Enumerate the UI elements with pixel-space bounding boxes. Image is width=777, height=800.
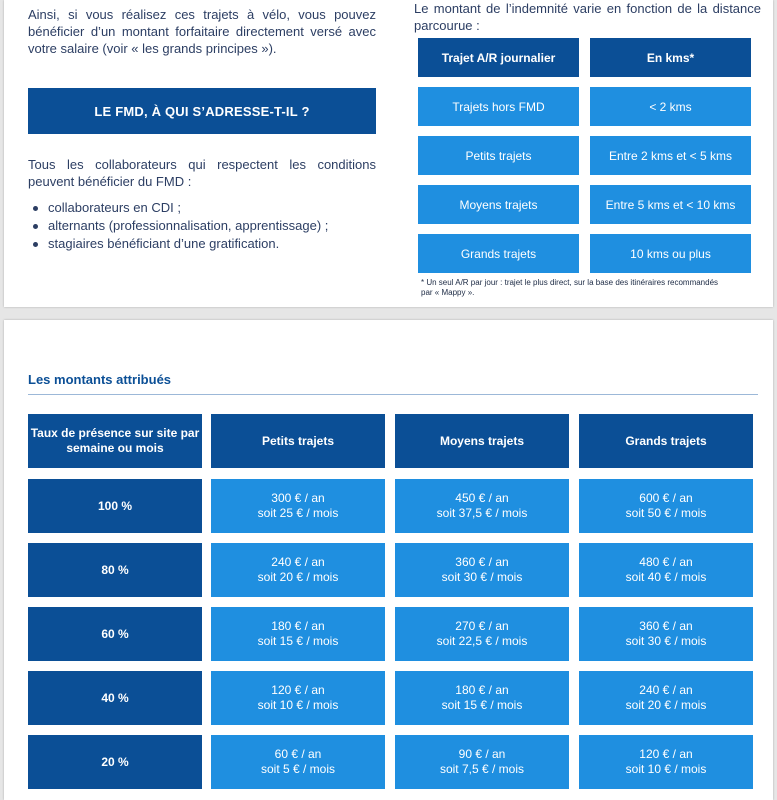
table-cell: Entre 5 kms et < 10 kms [590, 185, 751, 224]
monthly-amount: soit 30 € / mois [441, 570, 523, 584]
table-row [418, 87, 751, 126]
list-item: alternants (professionnalisation, apprentissage) ; [28, 217, 378, 235]
monthly-amount: soit 7,5 € / mois [439, 762, 525, 776]
monthly-amount: soit 50 € / mois [625, 506, 707, 520]
table-cell: Petits trajets [418, 136, 579, 175]
table-row [418, 136, 751, 175]
annual-amount: 120 € / an [639, 747, 693, 761]
list-item: stagiaires bénéficiant d’une gratification. [28, 235, 378, 253]
amount-cell [395, 543, 569, 597]
monthly-amount: soit 15 € / mois [257, 634, 339, 648]
annual-amount: 180 € / an [271, 619, 325, 633]
amount-cell [211, 735, 385, 789]
table-row [28, 543, 753, 597]
fmd-audience-banner: LE FMD, À QUI S’ADRESSE-T-IL ? [28, 88, 376, 134]
amount-cell [395, 735, 569, 789]
section-title: Les montants attribués [28, 372, 172, 387]
table-row [28, 479, 753, 533]
amount-cell [579, 543, 753, 597]
amount-cell [211, 607, 385, 661]
table-header-cell: Petits trajets [211, 414, 385, 468]
monthly-amount: soit 10 € / mois [625, 762, 707, 776]
annual-amount: 600 € / an [639, 491, 693, 505]
monthly-amount: soit 20 € / mois [625, 698, 707, 712]
table-header-cell: Taux de présence sur site par semaine ou mois [28, 414, 202, 468]
monthly-amount: soit 20 € / mois [257, 570, 339, 584]
amount-cell [579, 479, 753, 533]
table-header-cell: Trajet A/R journalier [418, 38, 579, 77]
table-header-cell: Grands trajets [579, 414, 753, 468]
table-row [28, 735, 753, 789]
monthly-amount: soit 22,5 € / mois [436, 634, 528, 648]
eligibility-paragraph: Tous les collaborateurs qui respectent les conditions peuvent bénéficier du FMD : [28, 157, 376, 189]
annual-amount: 360 € / an [455, 555, 509, 569]
presence-rate-cell: 60 % [28, 607, 202, 661]
monthly-amount: soit 5 € / mois [260, 762, 336, 776]
annual-amount: 450 € / an [455, 491, 509, 505]
amount-cell [211, 479, 385, 533]
intro-paragraph: Ainsi, si vous réalisez ces trajets à vélo, vous pouvez bénéficier d’un montant forfaitaire directement versé avec votre salaire (voir « les grands principes »). [28, 7, 376, 56]
annual-amount: 270 € / an [455, 619, 509, 633]
table-cell: Moyens trajets [418, 185, 579, 224]
presence-rate-cell: 100 % [28, 479, 202, 533]
distance-intro-paragraph: Le montant de l’indemnité varie en fonction de la distance parcourue : [414, 1, 761, 33]
monthly-amount: soit 37,5 € / mois [436, 506, 528, 520]
table-cell: Trajets hors FMD [418, 87, 579, 126]
amount-cell [395, 479, 569, 533]
annual-amount: 60 € / an [274, 747, 322, 761]
amount-cell [395, 607, 569, 661]
table-row [28, 671, 753, 725]
amount-cell [579, 671, 753, 725]
monthly-amount: soit 40 € / mois [625, 570, 707, 584]
title-divider [28, 394, 758, 395]
eligibility-list [28, 199, 378, 253]
monthly-amount: soit 15 € / mois [441, 698, 523, 712]
annual-amount: 360 € / an [639, 619, 693, 633]
table-cell: < 2 kms [590, 87, 751, 126]
distance-footnote: * Un seul A/R par jour : trajet le plus direct, sur la base des itinéraires recommandés par « Mappy ». [421, 278, 719, 297]
table-row [418, 234, 751, 273]
table-cell: Grands trajets [418, 234, 579, 273]
annual-amount: 240 € / an [639, 683, 693, 697]
amount-cell [211, 543, 385, 597]
table-row [418, 185, 751, 224]
presence-rate-cell: 20 % [28, 735, 202, 789]
annual-amount: 480 € / an [639, 555, 693, 569]
amount-cell [579, 735, 753, 789]
presence-rate-cell: 40 % [28, 671, 202, 725]
amounts-table [28, 414, 753, 799]
annual-amount: 90 € / an [458, 747, 506, 761]
amount-cell [579, 607, 753, 661]
list-item: collaborateurs en CDI ; [28, 199, 378, 217]
annual-amount: 120 € / an [271, 683, 325, 697]
document-page-1 [4, 0, 773, 307]
amount-cell [395, 671, 569, 725]
table-cell: Entre 2 kms et < 5 kms [590, 136, 751, 175]
table-header-cell: Moyens trajets [395, 414, 569, 468]
table-row [28, 607, 753, 661]
document-page-2 [4, 320, 773, 800]
annual-amount: 180 € / an [455, 683, 509, 697]
presence-rate-cell: 80 % [28, 543, 202, 597]
monthly-amount: soit 25 € / mois [257, 506, 339, 520]
monthly-amount: soit 30 € / mois [625, 634, 707, 648]
distance-table [418, 38, 751, 283]
table-header-row [28, 414, 753, 468]
table-header-cell: En kms* [590, 38, 751, 77]
table-header-row [418, 38, 751, 77]
annual-amount: 300 € / an [271, 491, 325, 505]
monthly-amount: soit 10 € / mois [257, 698, 339, 712]
table-cell: 10 kms ou plus [590, 234, 751, 273]
annual-amount: 240 € / an [271, 555, 325, 569]
amount-cell [211, 671, 385, 725]
